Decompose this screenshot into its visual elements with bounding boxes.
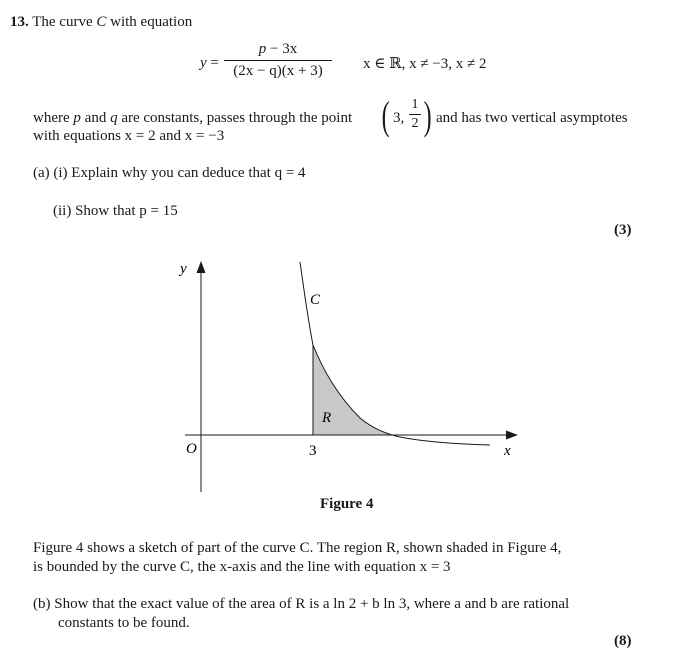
point-left-paren: ( — [381, 93, 390, 138]
question-number: 13. — [10, 14, 29, 30]
intro-prefix: The curve — [32, 14, 97, 30]
x-axis-arrow — [506, 431, 518, 440]
point-x: 3, — [393, 110, 405, 126]
y-axis-label: y — [180, 261, 187, 277]
marks-a: (3) — [614, 222, 632, 238]
where-text-4: and has two vertical asymptotes — [436, 110, 628, 126]
where-p: p — [73, 110, 81, 126]
figure-description-line-1: Figure 4 shows a sketch of part of the curve C. The region R, shown shaded in Figure 4, — [33, 540, 562, 556]
part-a-i: (a) (i) Explain why you can deduce that q = 4 — [33, 165, 306, 181]
where-line-2: with equations x = 2 and x = −3 — [33, 128, 225, 144]
intro-curve: C — [96, 14, 107, 30]
equation-equals: = — [210, 55, 219, 71]
part-b-line-1: (b) Show that the exact value of the area of R is a ln 2 + b ln 3, where a and b are rational — [33, 596, 570, 612]
where-text-3: are constants, passes through the point — [117, 110, 353, 126]
part-b-line-2: constants to be found. — [58, 615, 190, 631]
equation-numerator-rest: − 3x — [266, 41, 298, 57]
equation-y: y — [200, 55, 207, 71]
point-numerator: 1 — [411, 97, 419, 112]
x-axis-label: x — [504, 443, 511, 459]
where-text-2: and — [80, 110, 111, 126]
tick-label-3: 3 — [309, 443, 317, 459]
equation-numerator-p: p — [258, 41, 267, 57]
where-q: q — [110, 110, 118, 126]
where-text-1: where — [33, 110, 74, 126]
figure-description-line-2: is bounded by the curve C, the x-axis and the line with equation x = 3 — [33, 559, 451, 575]
equation-denominator: (2x − q)(x + 3) — [233, 63, 323, 79]
figure-caption: Figure 4 — [320, 496, 374, 512]
marks-b: (8) — [614, 633, 632, 649]
region-label-r: R — [322, 410, 332, 426]
origin-label: O — [186, 441, 197, 457]
curve-label-c: C — [310, 292, 321, 308]
part-a-ii: (ii) Show that p = 15 — [53, 203, 178, 219]
y-axis-arrow — [197, 261, 206, 273]
equation-domain: x ∈ ℝ, x ≠ −3, x ≠ 2 — [363, 56, 487, 72]
point-denominator: 2 — [411, 116, 419, 131]
intro-suffix: with equation — [106, 14, 193, 30]
point-right-paren: ) — [423, 93, 432, 138]
